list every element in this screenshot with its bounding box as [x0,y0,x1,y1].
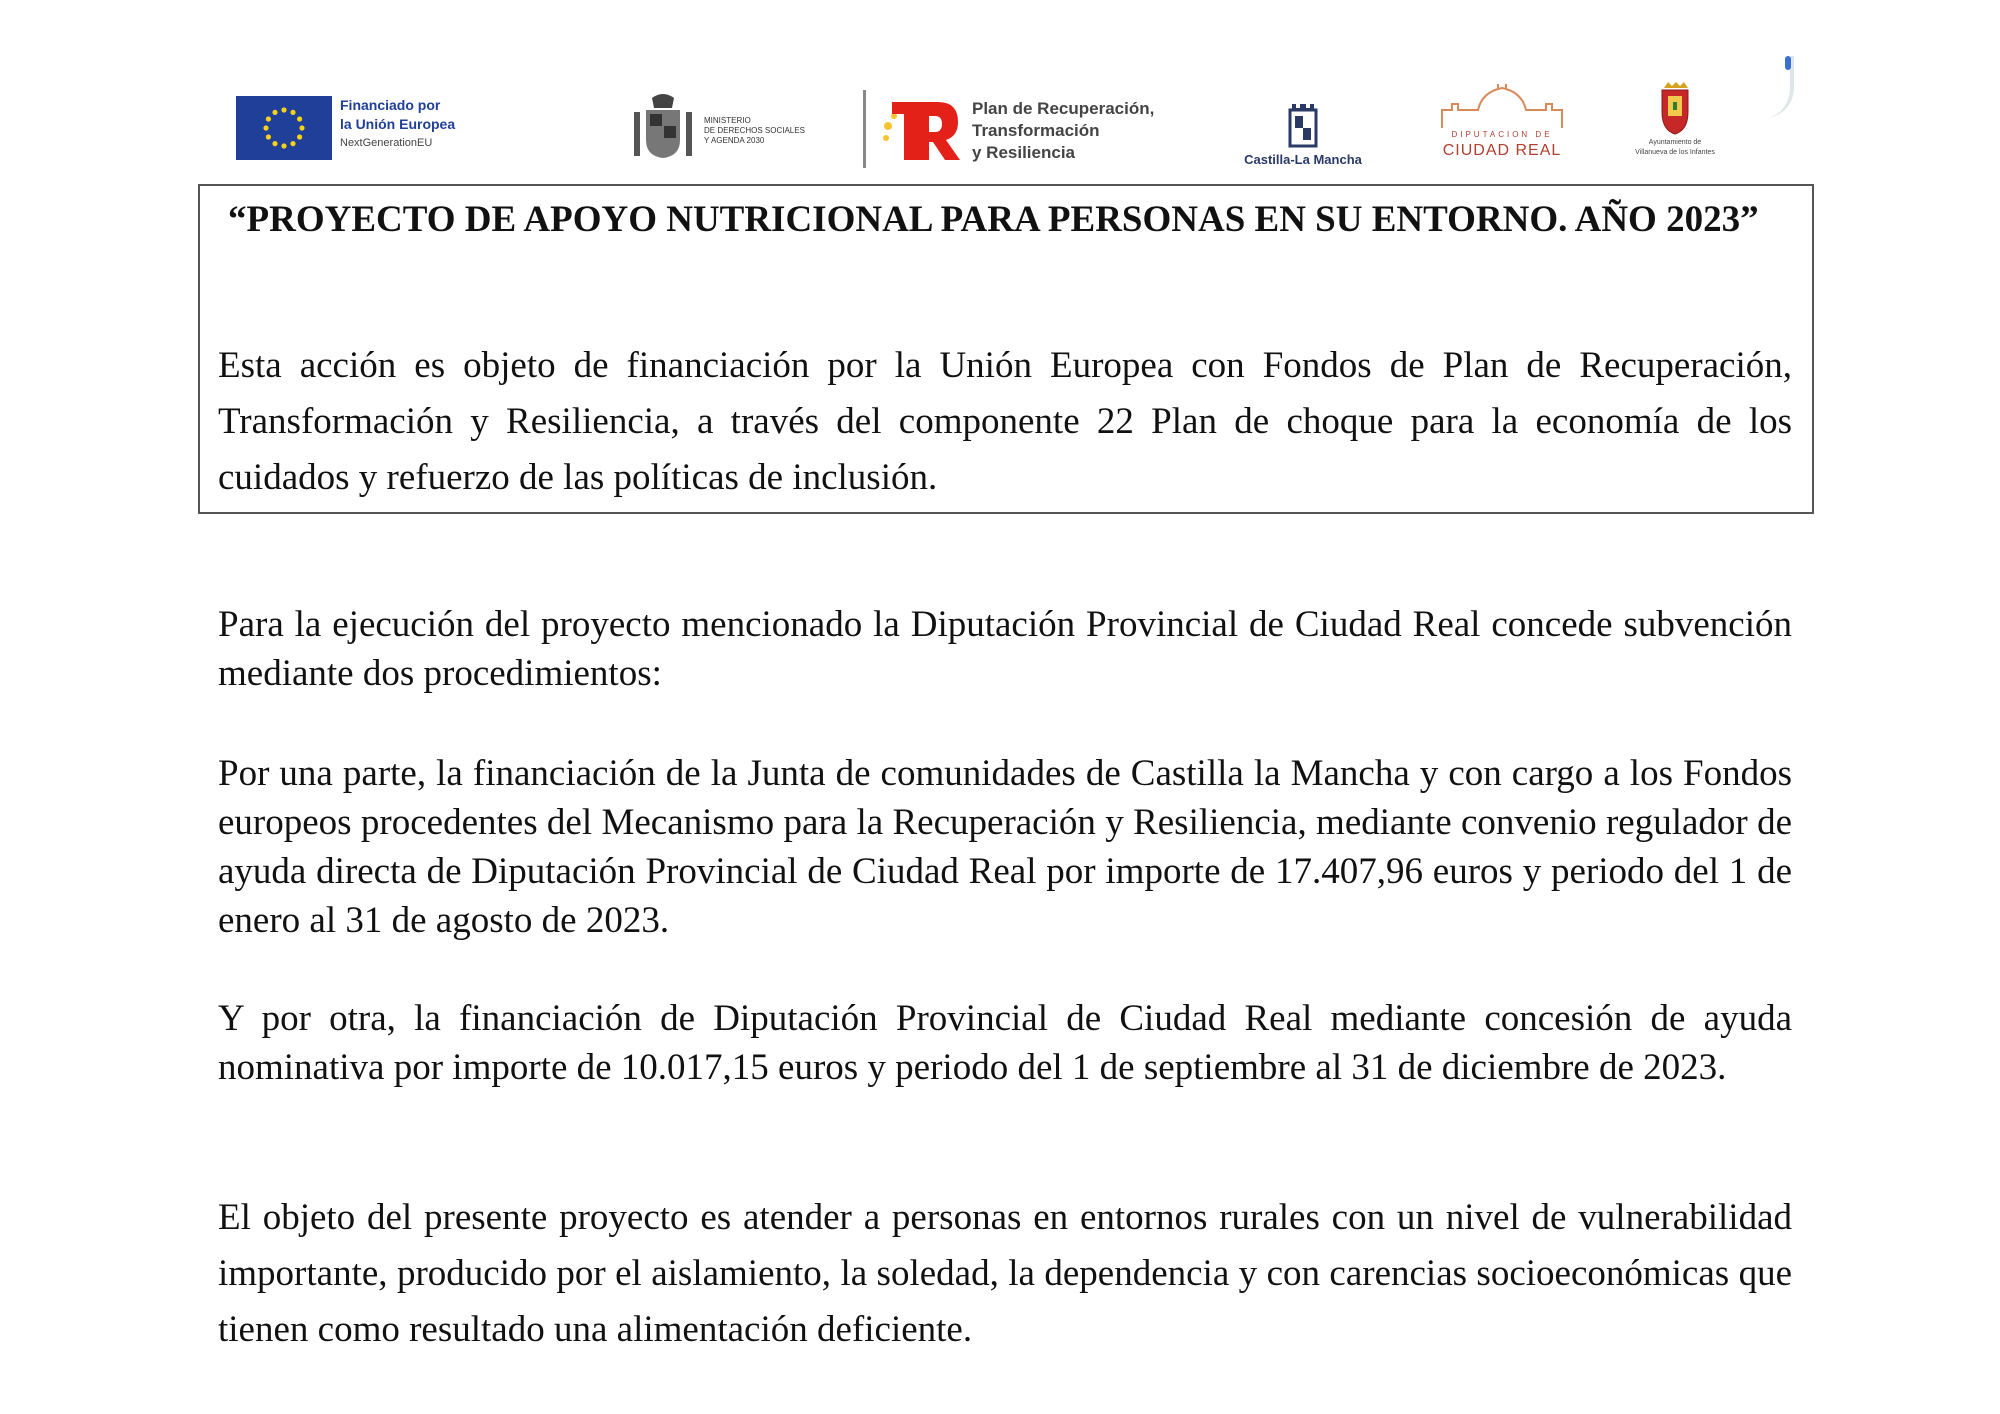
spain-coat-of-arms-icon [628,92,698,166]
paragraph-jccm-funding: Por una parte, la financiación de la Junta de comunidades de Castilla la Mancha y con cargo a los Fondos europeos procedentes del Mecanismo para la Recuperación y Resiliencia, mediante convenio regulador de ayuda directa de Diputación Provincial de Ciudad Real por importe de 17.407,96 euros y periodo del 1 de enero al 31 de agosto de 2023. [218,753,1792,941]
prtr-mark-icon [880,96,966,166]
project-info-box [198,184,1814,514]
funding-statement: Esta acción es objeto de financiación por la Unión Europea con Fondos de Plan de Recuperación, Transformación y Resiliencia, a través del componente 22 Plan de choque para la economía de los cuidados y refuerzo de las políticas de inclusión. [218,345,1792,498]
prtr-logo [880,96,1220,166]
castilla-la-mancha-logo [1238,92,1368,172]
eu-logo-line2: la Unión Europea [340,116,456,132]
diputacion-line1: DIPUTACION DE [1451,130,1553,139]
ayuntamiento-shield-icon [1620,80,1730,136]
clm-castle-icon [1238,92,1368,152]
eu-logo-line1: Financiado por [340,97,441,113]
ayuntamiento-text: Ayuntamiento de Villanueva de los Infantes [1635,139,1715,156]
eu-flag-icon [236,96,332,160]
ministerio-text: MINISTERIO DE DERECHOS SOCIALES Y AGENDA 2030 [704,116,805,145]
prtr-text: Plan de Recuperación, Transformación y Resiliencia [972,99,1155,162]
logo-header [0,0,2000,180]
diputacion-ciudad-real-logo [1432,84,1572,168]
paragraph-execution: Para la ejecución del proyecto mencionado la Diputación Provincial de Ciudad Real concede subvención mediante dos procedimientos: [218,604,1792,694]
ayuntamiento-logo [1620,80,1730,172]
project-title: “PROYECTO DE APOYO NUTRICIONAL PARA PERSONAS EN SU ENTORNO. AÑO 2023” [228,199,1759,240]
paragraph-diputacion-funding: Y por otra, la financiación de Diputación Provincial de Ciudad Real mediante concesión de ayuda nominativa por importe de 10.017,15 euros y periodo del 1 de septiembre al 31 de diciembre de 2023. [218,998,1792,1088]
eu-logo-line3: NextGenerationEU [340,137,433,149]
eu-funding-logo [236,96,506,162]
ministerio-logo [628,92,848,166]
diputacion-building-icon [1432,84,1572,132]
diputacion-line2: CIUDAD REAL [1442,142,1562,159]
logo-divider [863,90,866,168]
corner-dot [1785,56,1791,70]
clm-text: Castilla-La Mancha [1244,152,1362,167]
paragraph-project-objective: El objeto del presente proyecto es atender a personas en entornos rurales con un nivel de vulnerabilidad importante, producido por el aislamiento, la soledad, la dependencia y con carencias socioeconómicas que tienen como resultado una alimentación deficiente. [218,1197,1792,1350]
